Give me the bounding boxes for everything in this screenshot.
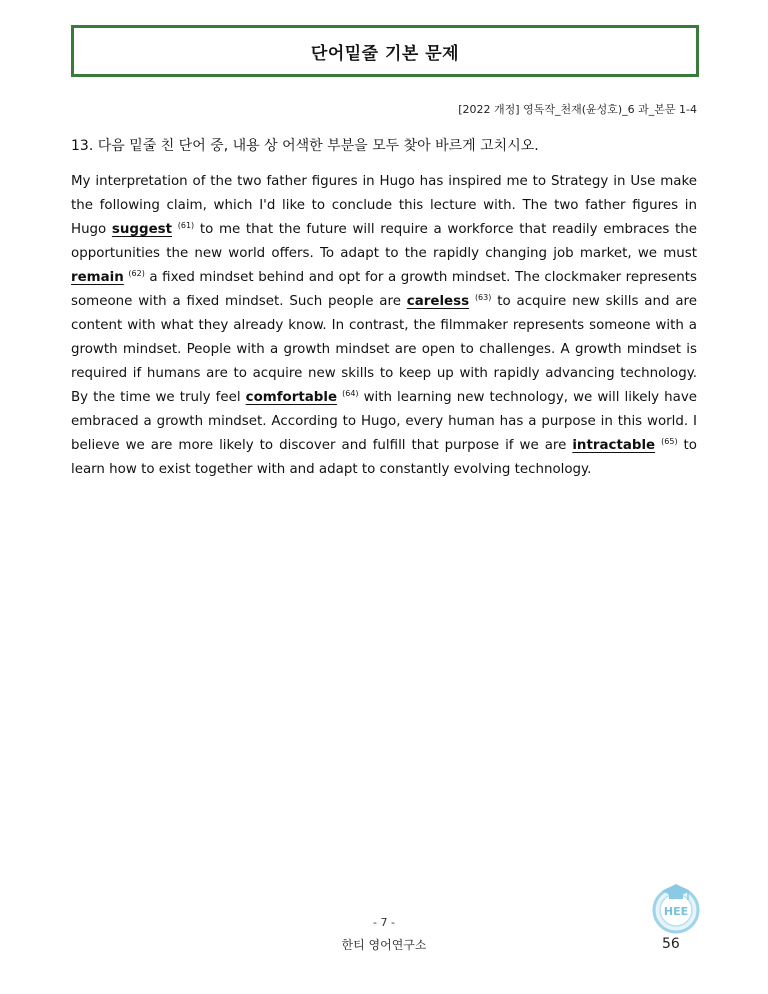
page-title: 단어밑줄 기본 문제 <box>310 43 460 64</box>
page-marker: - 7 - <box>373 916 395 929</box>
item-number-64: (64) <box>342 389 359 398</box>
logo-text: HEE <box>663 905 689 918</box>
underlined-word-64: comfortable <box>245 390 338 405</box>
underlined-word-63: careless <box>406 294 470 309</box>
passage-text-4: to acquire new skills and are content with what they already know. In contrast, the filmmaker represents someone with a growth mindset. People with a growth mindset are open to challenges. A growth mindset is required if humans are to acquire new skills to keep up with rapidly advancing technology. By the time we truly feel <box>71 294 697 405</box>
item-number-65: (65) <box>661 437 678 446</box>
passage-text-1: My interpretation of the two father figures in Hugo has inspired me to Strategy in Use make the following claim, which I'd like to conclude this lecture with. The two father figures in Hugo <box>71 174 697 237</box>
page-number: 56 <box>662 936 680 952</box>
passage-text-3: a fixed mindset behind and opt for a growth mindset. The clockmaker represents someone with a fixed mindset. Such people are <box>71 270 697 309</box>
passage-text-6: to learn how to exist together with and adapt to constantly evolving technology. <box>71 438 697 477</box>
question-text: 13. 다음 밑줄 친 단어 중, 내용 상 어색한 부분을 모두 찾아 바르게 고치시오. <box>71 138 539 154</box>
source-line: [2022 개정] 영독작_천재(윤성호)_6 과_본문 1-4 <box>458 103 697 116</box>
hee-logo-icon <box>648 878 704 936</box>
title-box <box>71 25 699 77</box>
passage <box>71 170 697 482</box>
passage-text-2: to me that the future will require a workforce that readily embraces the opportunities the new world offers. To adapt to the rapidly changing job market, we must <box>71 222 697 261</box>
item-number-61: (61) <box>177 221 195 230</box>
passage-text-5: with learning new technology, we will likely have embraced a growth mindset. According to Hugo, every human has a purpose in this world. I believe we are more likely to discover and fulfill that purpose if we are <box>71 390 698 453</box>
item-number-63: (63) <box>474 293 492 302</box>
footer-brand: 한티 영어연구소 <box>341 938 427 952</box>
underlined-word-62: remain <box>71 270 124 285</box>
item-number-62: (62) <box>128 269 145 278</box>
underlined-word-61: suggest <box>111 222 173 237</box>
underlined-word-65: intractable <box>572 438 656 453</box>
